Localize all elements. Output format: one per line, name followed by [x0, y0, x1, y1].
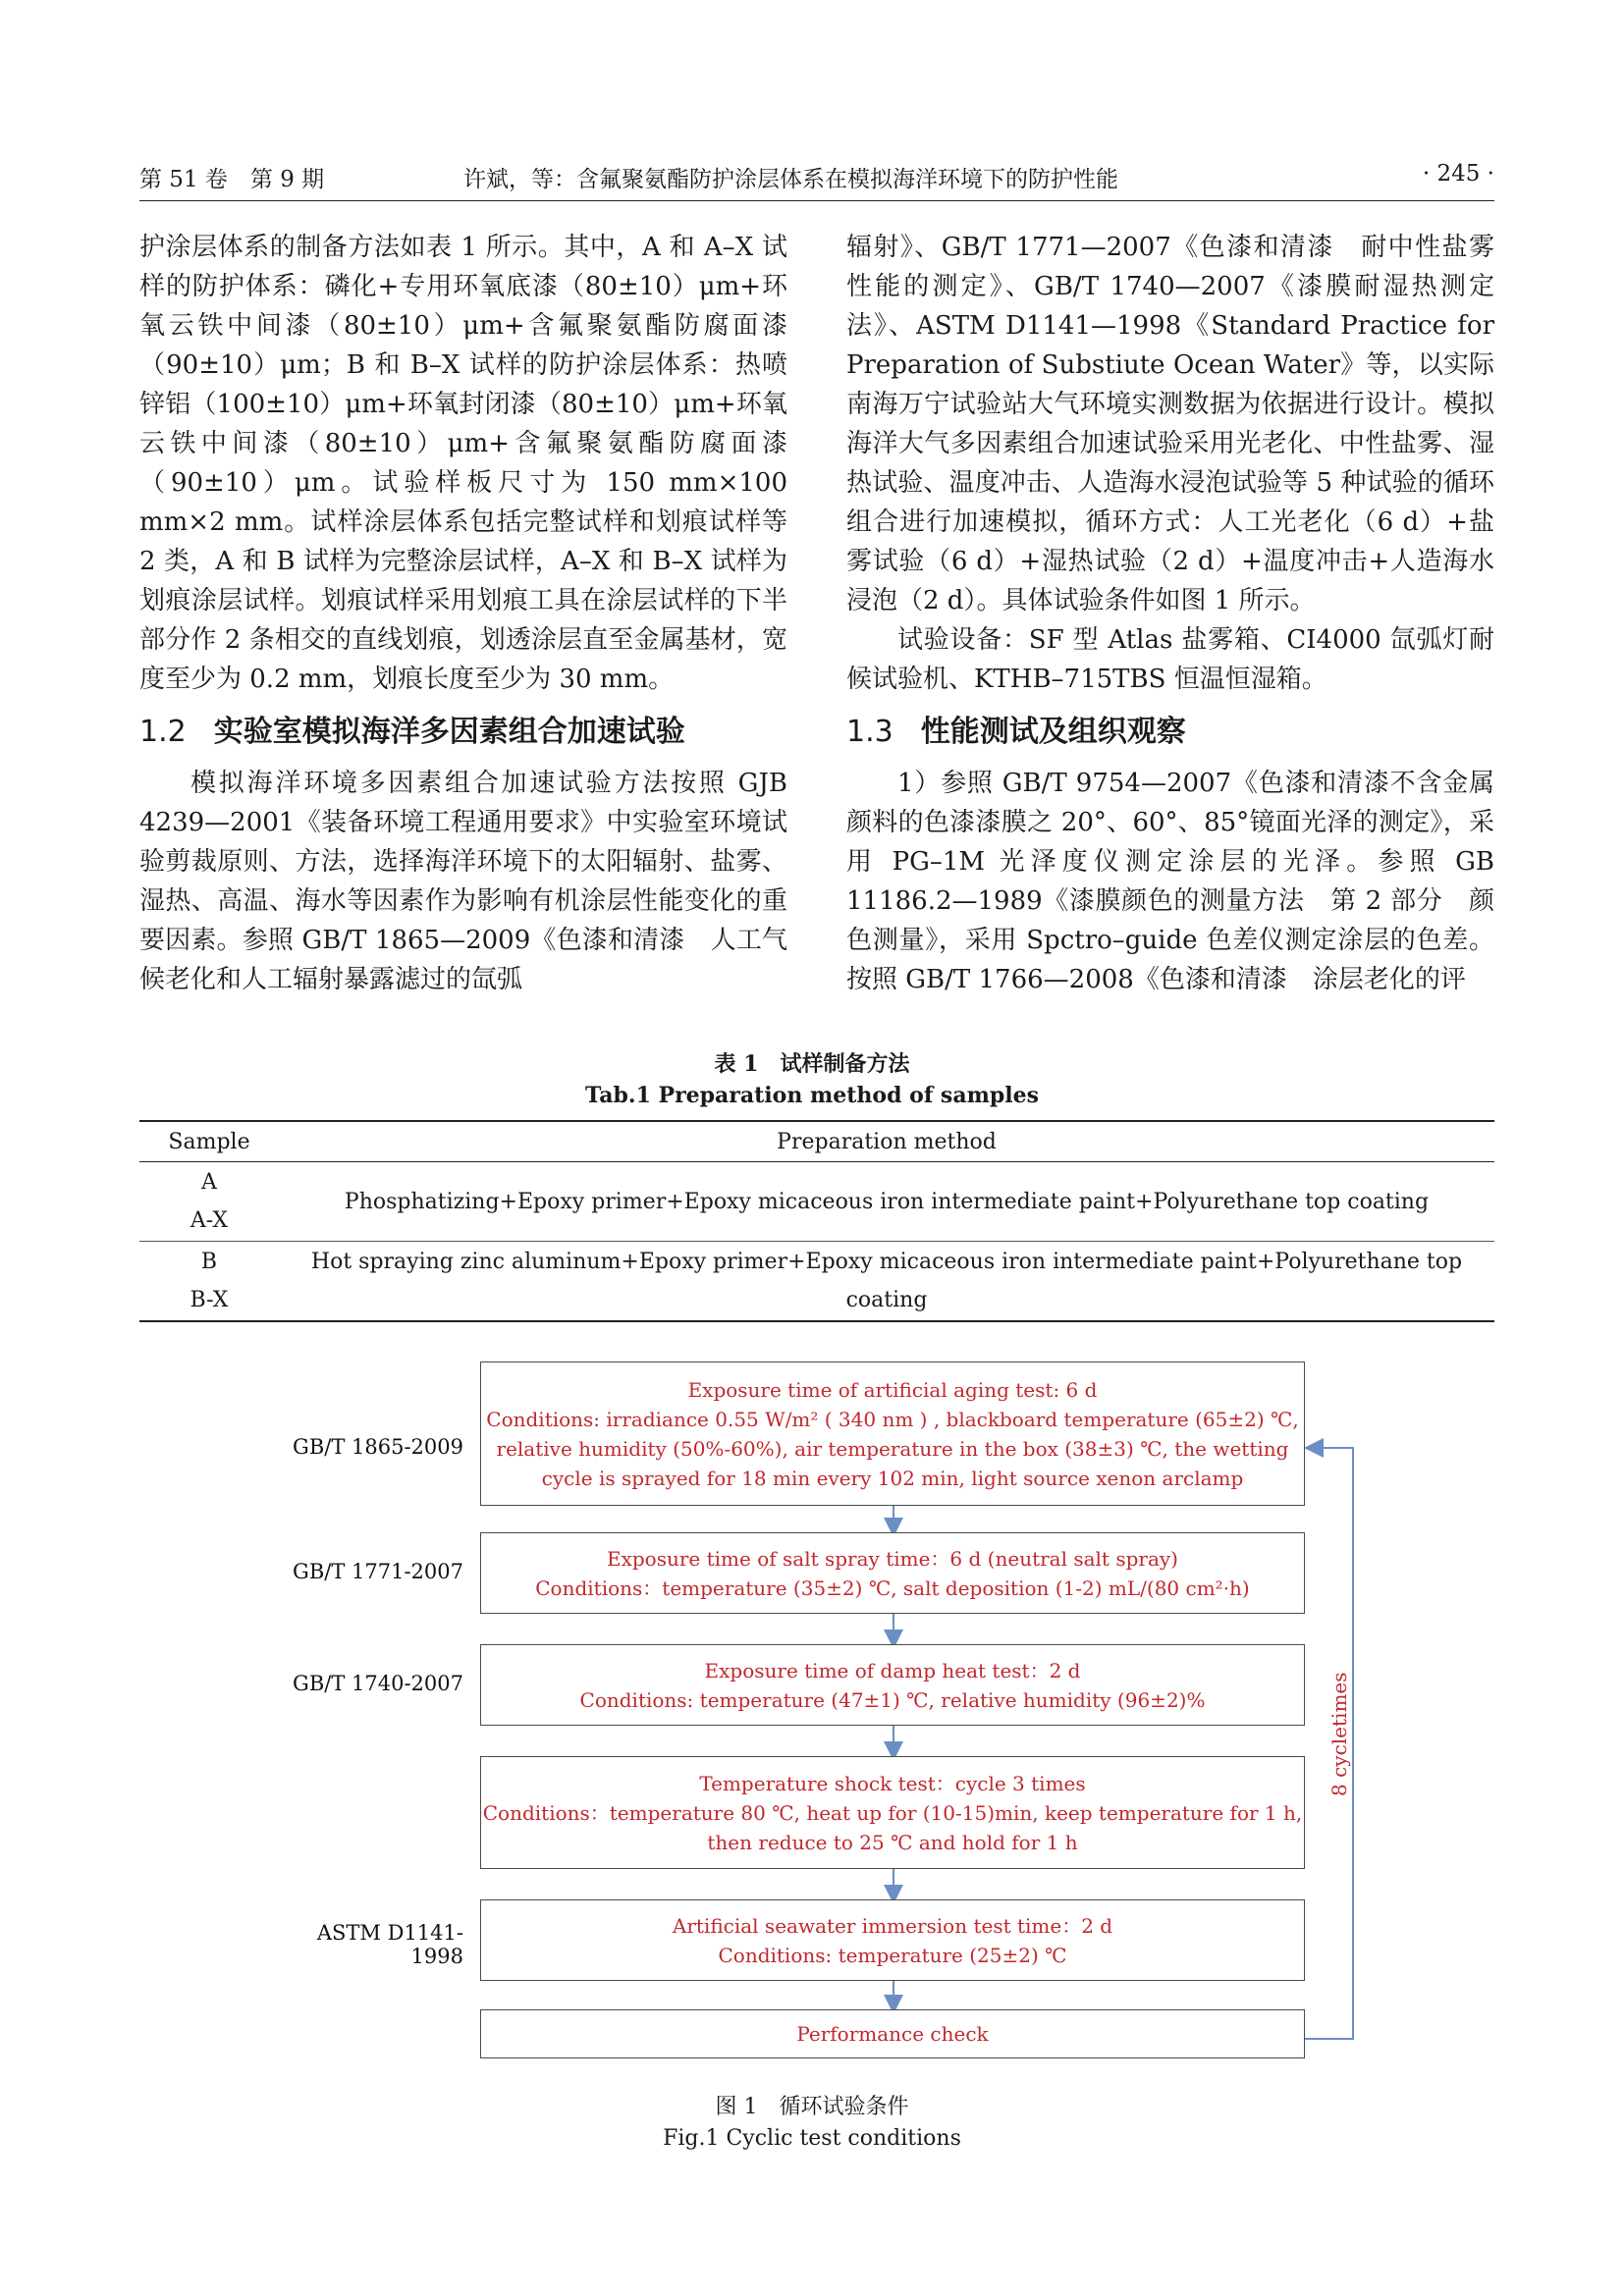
paragraph: 辐射》、GB/T 1771—2007《色漆和清漆 耐中性盐雾性能的测定》、GB/T 1740—2007《漆膜耐湿热测定法》、ASTM D1141—1998《Standard Practice for Preparation of Substiute Ocean Water》等，以实际南海万宁试验站大气环境实测数据为依据进行设计。模拟海洋大气多因素组合加速试验采用光老化、中性盐雾、湿热试验、温度冲击、人造海水浸泡试验等 5 种试验的循环组合进行加速模拟，循环方式：人工光老化（6 d）+盐雾试验（6 d）+湿热试验（2 d）+温度冲击+人造海水浸泡（2 d）。具体试验条件如图 1 所示。	[846, 233, 1494, 615]
step-line: Conditions: irradiance 0.55 W/m² ( 340 nm ) , blackboard temperature (65±2) ℃,	[486, 1407, 1299, 1431]
journal-volume: 第 51 卷 第 9 期	[139, 167, 325, 192]
sample-cell	[139, 1242, 279, 1322]
section-number: 1.3	[846, 715, 893, 749]
flow-step-seawater	[480, 1899, 1305, 1981]
figure-caption-cn: 图 1 循环试验条件	[715, 2095, 909, 2119]
step-line: Artificial seawater immersion test time：2 d	[672, 1913, 1113, 1938]
step-line: Conditions：temperature (35±2) ℃, salt deposition (1-2) mL/(80 cm²·h)	[535, 1575, 1250, 1600]
step-line: Exposure time of damp heat test：2 d	[704, 1658, 1081, 1682]
standard-label: GB/T 1865-2009	[293, 1435, 463, 1459]
paragraph: 护涂层体系的制备方法如表 1 所示。其中，A 和 A–X 试样的防护体系：磷化+专用环氧底漆（80±10）μm+环氧云铁中间漆（80±10）μm+含氟聚氨酯防腐面漆（90±10）μm；B 和 B–X 试样的防护涂层体系：热喷锌铝（100±10）μm+环氧封闭漆（80±10）μm+环氧云铁中间漆（80±10）μm+含氟聚氨酯防腐面漆（90±10）μm。试验样板尺寸为 150 mm×100 mm×2 mm。试样涂层体系包括完整试样和划痕试样等 2 类，A 和 B 试样为完整涂层试样，A–X 和 B–X 试样为划痕涂层试样。划痕试样采用划痕工具在涂层试样的下半部分作 2 条相交的直线划痕，划透涂层直至金属基材，宽度至少为 0.2 mm，划痕长度至少为 30 mm。	[139, 233, 787, 694]
method-cell: Hot spraying zinc aluminum+Epoxy primer+Epoxy micaceous iron intermediate paint+Polyurethane top coating	[279, 1242, 1494, 1322]
table-header-method: Preparation method	[279, 1121, 1494, 1162]
section-number: 1.2	[139, 715, 187, 749]
step-line: Performance check	[796, 2022, 989, 2046]
standard-label: GB/T 1771-2007	[293, 1560, 463, 1583]
step-line: relative humidity (50%-60%), air temperature in the box (38±3) ℃, the wetting	[496, 1436, 1289, 1461]
sample-id: A	[201, 1170, 217, 1195]
flow-step-salt-spray	[480, 1532, 1305, 1614]
step-line: Temperature shock test：cycle 3 times	[699, 1771, 1086, 1795]
cycle-count-label: 8 cycletimes	[1327, 1672, 1351, 1796]
method-cell: Phosphatizing+Epoxy primer+Epoxy micaceous iron intermediate paint+Polyurethane top coating	[279, 1162, 1494, 1242]
left-column	[139, 228, 787, 999]
page-number: · 245 ·	[1422, 161, 1494, 187]
section-title: 性能测试及组织观察	[920, 715, 1186, 749]
step-line: Exposure time of artificial aging test: 6 d	[687, 1377, 1098, 1402]
flow-step-aging	[480, 1362, 1305, 1506]
standard-label: GB/T 1740-2007	[293, 1672, 463, 1695]
right-column	[846, 228, 1494, 999]
step-line: then reduce to 25 ℃ and hold for 1 h	[707, 1830, 1078, 1854]
running-title: 许斌，等：含氟聚氨酯防护涂层体系在模拟海洋环境下的防护性能	[463, 167, 1118, 192]
flow-step-performance-check	[480, 2009, 1305, 2058]
section-heading-1-3	[846, 713, 1494, 752]
step-line: Conditions: temperature (25±2) ℃	[718, 1943, 1067, 1967]
table-header-sample: Sample	[139, 1121, 279, 1162]
flow-step-temperature-shock	[480, 1756, 1305, 1869]
table-caption-en: Tab.1 Preparation method of samples	[585, 1083, 1039, 1108]
step-line: cycle is sprayed for 18 min every 102 min, light source xenon arclamp	[541, 1466, 1244, 1490]
section-heading-1-2	[139, 713, 787, 752]
cyclic-test-flowchart	[0, 1350, 1624, 2096]
step-line: Exposure time of salt spray time：6 d (neutral salt spray)	[607, 1546, 1178, 1571]
figure-caption-en: Fig.1 Cyclic test conditions	[663, 2126, 961, 2151]
paragraph: 试验设备：SF 型 Atlas 盐雾箱、CI4000 氙弧灯耐候试验机、KTHB–715TBS 恒温恒湿箱。	[846, 625, 1494, 694]
sample-id: A-X	[189, 1208, 229, 1233]
page-header	[139, 157, 1494, 201]
step-line: Conditions: temperature (47±1) ℃, relative humidity (96±2)%	[579, 1687, 1206, 1712]
samples-table	[139, 1120, 1494, 1322]
paragraph: 模拟海洋环境多因素组合加速试验方法按照 GJB 4239—2001《装备环境工程通用要求》中实验室环境试验剪裁原则、方法，选择海洋环境下的太阳辐射、盐雾、湿热、高温、海水等因素作为影响有机涂层性能变化的重要因素。参照 GB/T 1865—2009《色漆和清漆 人工气候老化和人工辐射暴露滤过的氙弧	[139, 769, 787, 994]
paragraph: 1）参照 GB/T 9754—2007《色漆和清漆不含金属颜料的色漆漆膜之 20°、60°、85°镜面光泽的测定》，采用 PG–1M 光泽度仪测定涂层的光泽。参照 GB 11186.2—1989《漆膜颜色的测量方法 第 2 部分 颜色测量》，采用 Spctro–guide 色差仪测定涂层的色差。按照 GB/T 1766—2008《色漆和清漆 涂层老化的评	[846, 769, 1494, 994]
sample-id: B	[200, 1250, 218, 1274]
sample-id: B-X	[189, 1288, 229, 1312]
step-line: Conditions：temperature 80 ℃, heat up for (10-15)min, keep temperature for 1 h,	[482, 1800, 1303, 1825]
standard-label: ASTM D1141-1998	[316, 1921, 463, 1968]
flow-step-damp-heat	[480, 1644, 1305, 1726]
table-row	[139, 1242, 1494, 1322]
sample-cell	[139, 1162, 279, 1242]
table-row	[139, 1162, 1494, 1242]
section-title: 实验室模拟海洋多因素组合加速试验	[213, 715, 685, 749]
table-caption-cn: 表 1 试样制备方法	[714, 1051, 910, 1077]
